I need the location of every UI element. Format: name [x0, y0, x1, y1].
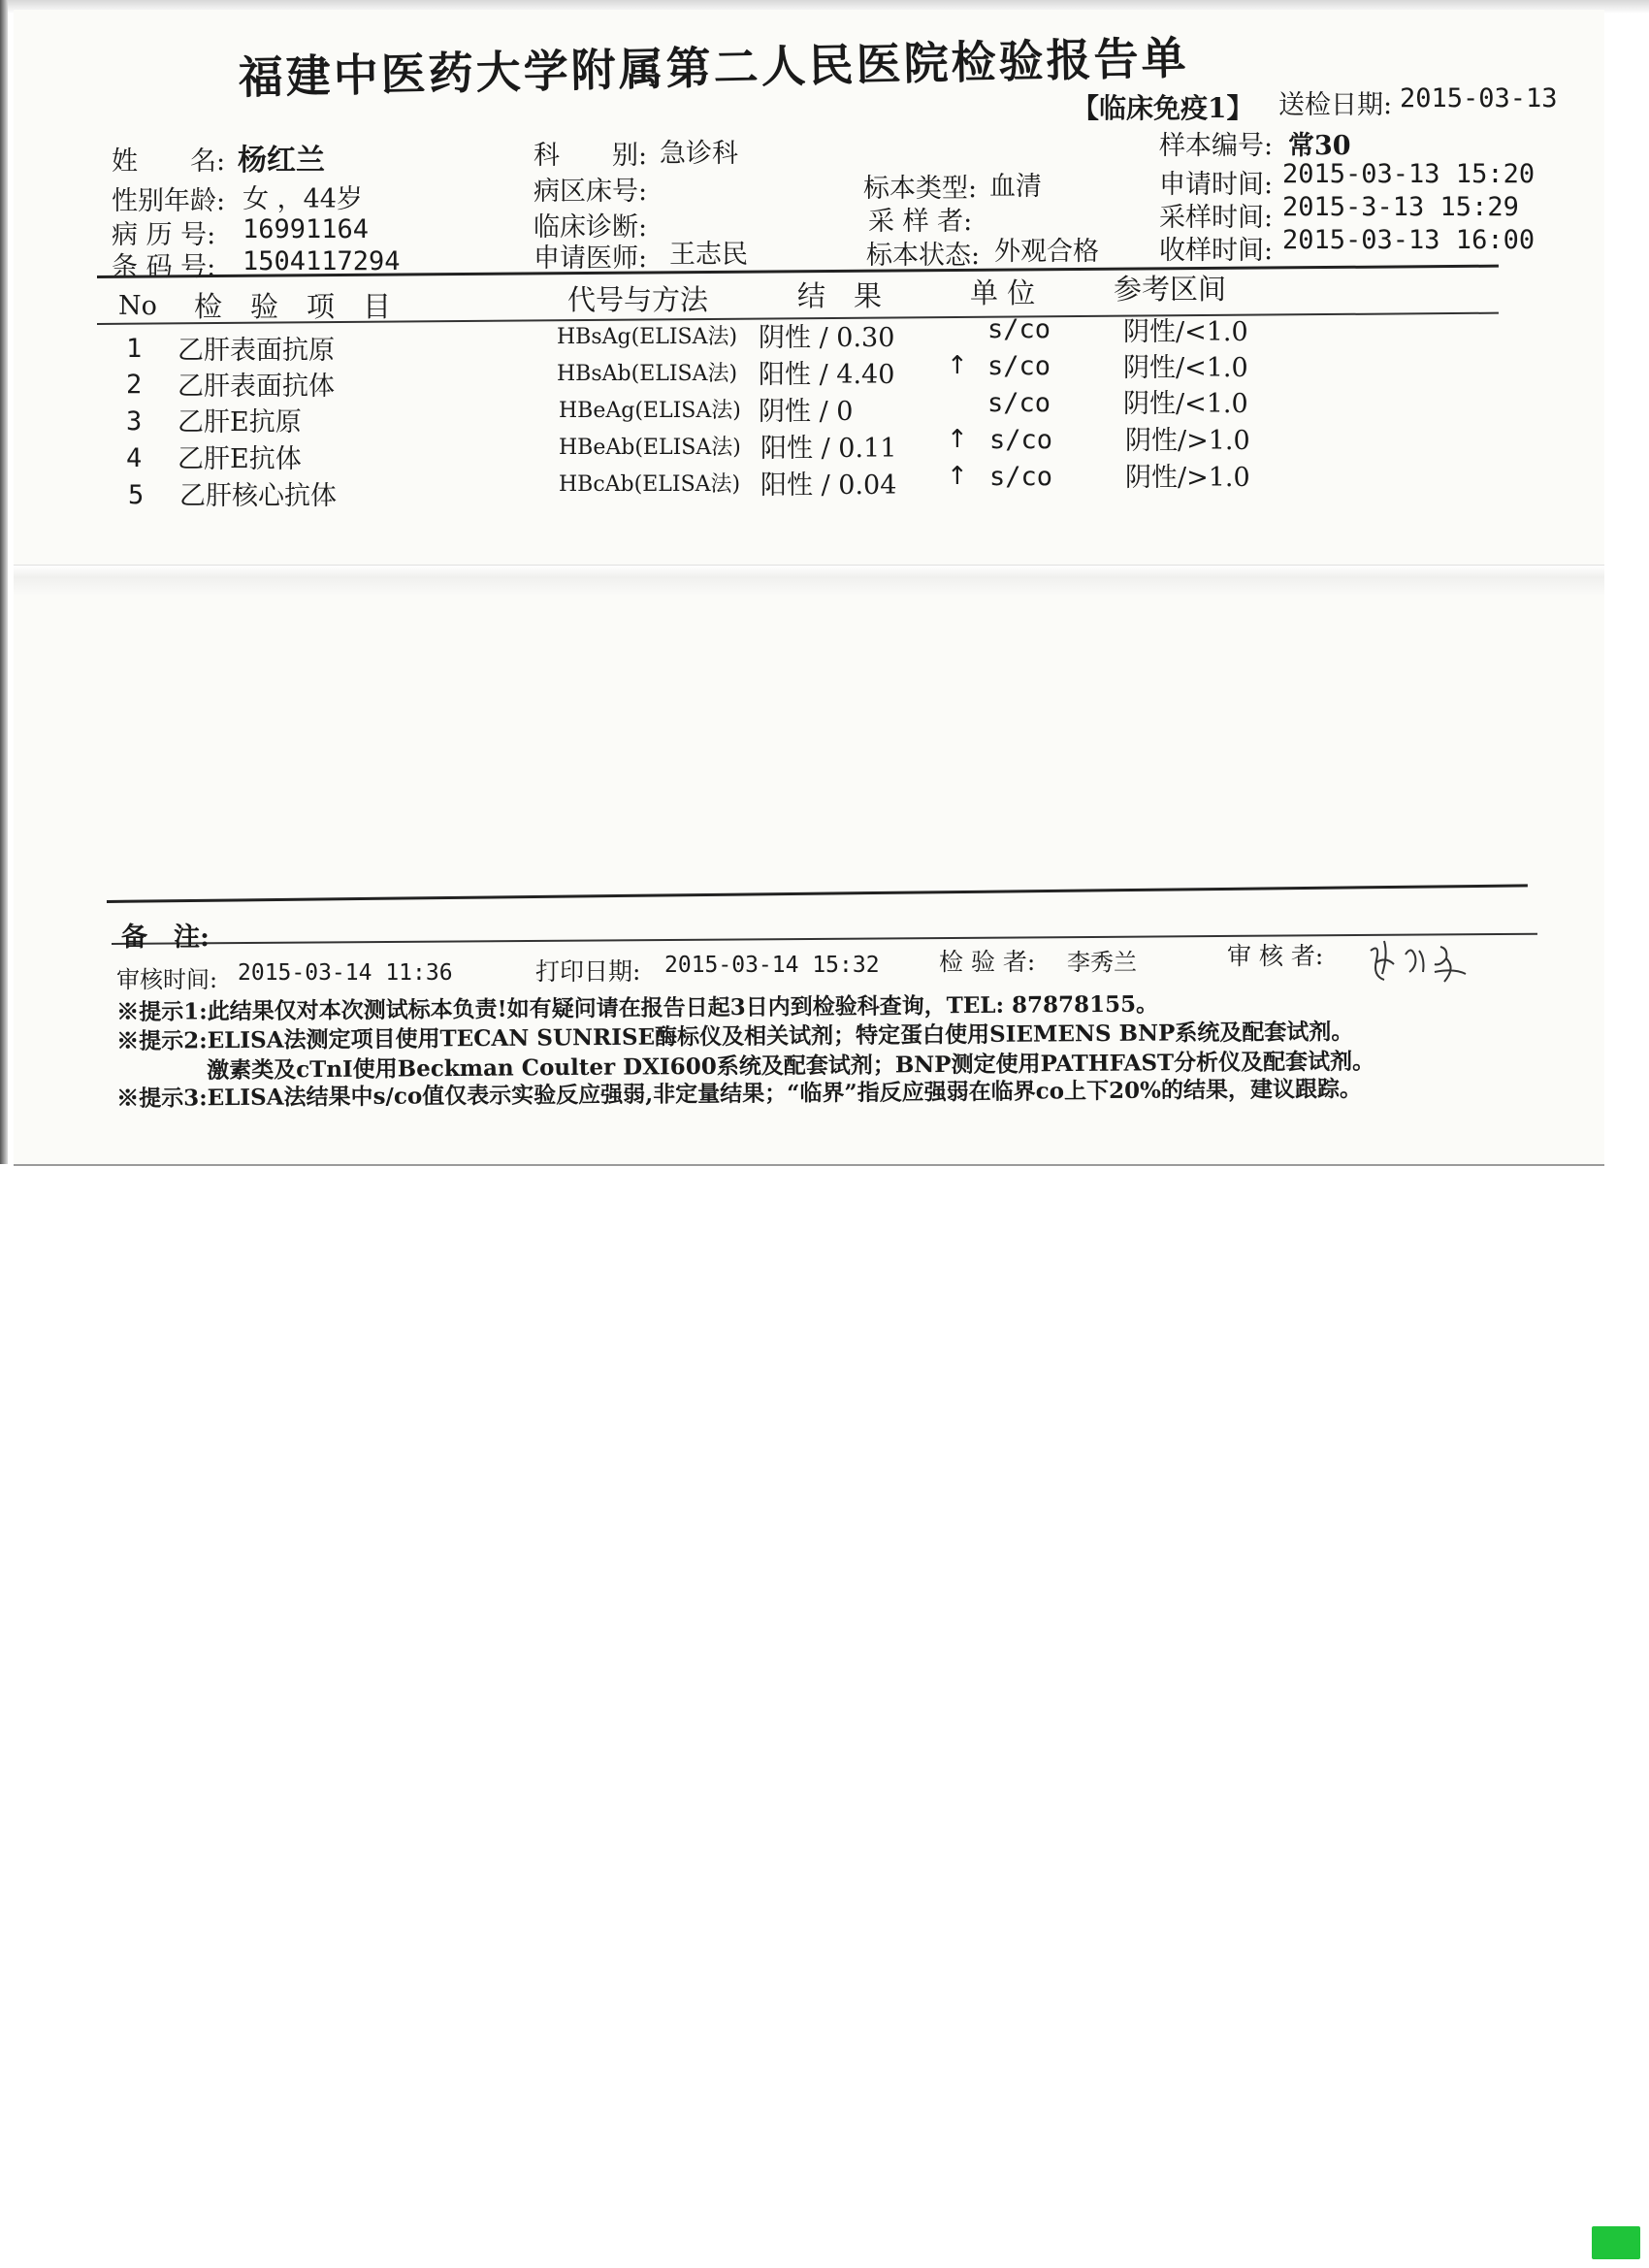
row-result: 阴性 / 0.30: [759, 323, 895, 353]
review-time-label: 审核时间:: [116, 966, 218, 993]
row-result: 阳性 / 0.11: [760, 434, 897, 464]
col-method: 代号与方法: [567, 283, 709, 316]
row-method: HBsAg(ELISA法): [557, 325, 738, 349]
row-flag: ↑: [947, 351, 968, 380]
row-unit: s/co: [989, 425, 1053, 455]
report-category: 【临床免疫1】: [1072, 92, 1254, 124]
print-date-label: 打印日期:: [535, 957, 641, 986]
row-flag: ↑: [947, 425, 968, 454]
receive-time: 2015-03-13 16:00: [1282, 225, 1536, 255]
sex-age-label: 性别年龄:: [112, 186, 226, 216]
apply-time: 2015-03-13 15:20: [1282, 159, 1536, 189]
reviewer-label: 审 核 者:: [1227, 942, 1324, 970]
row-method: HBcAb(ELISA法): [559, 472, 741, 497]
row-reference: 阴性/>1.0: [1125, 426, 1250, 456]
row-unit: s/co: [987, 314, 1051, 344]
collector-label: 采 样 者:: [868, 207, 973, 237]
collect-time-label: 采样时间:: [1159, 203, 1274, 233]
row-no: 1: [126, 334, 143, 364]
row-method: HBeAb(ELISA法): [559, 436, 741, 460]
bed-label: 病区床号:: [534, 177, 648, 207]
row-item: 乙肝表面抗体: [178, 372, 335, 402]
note-1: ※提示1:此结果仅对本次测试标本负责!如有疑问请在报告日起3日内到检验科查询，TEL: 87878155。: [116, 990, 1159, 1025]
sample-no: 常30: [1288, 131, 1351, 161]
specimen-type-label: 标本类型:: [863, 174, 978, 204]
print-date: 2015-03-14 15:32: [664, 953, 880, 978]
row-unit: s/co: [987, 351, 1051, 381]
receive-time-label: 收样时间:: [1159, 236, 1274, 266]
sample-no-label: 样本编号:: [1159, 131, 1274, 161]
row-reference: 阴性/<1.0: [1123, 389, 1248, 419]
col-item: 检 验 项 目: [194, 290, 392, 323]
row-method: HBeAg(ELISA法): [559, 399, 741, 423]
row-reference: 阴性/<1.0: [1123, 353, 1248, 383]
paper-fold: [14, 565, 1604, 595]
specimen-type: 血清: [989, 172, 1042, 202]
apply-time-label: 申请时间:: [1159, 170, 1274, 200]
row-result: 阳性 / 4.40: [759, 360, 895, 390]
row-no: 5: [128, 480, 145, 510]
barcode-number: 1504117294: [242, 246, 401, 276]
row-flag: ↑: [947, 462, 968, 491]
doctor-label: 申请医师:: [534, 243, 648, 274]
row-no: 2: [126, 370, 143, 400]
col-result: 结 果: [797, 279, 883, 312]
row-method: HBsAb(ELISA法): [557, 362, 738, 386]
note-3: ※提示3:ELISA法结果中s/co值仅表示实验反应强弱,非定量结果；“临界”指反应强弱在临界co上下20%的结果，建议跟踪。: [116, 1075, 1362, 1112]
col-unit: 单 位: [970, 276, 1036, 309]
row-no: 4: [126, 443, 143, 473]
specimen-status: 外观合格: [994, 237, 1099, 267]
dept-label: 科 别:: [534, 141, 648, 171]
row-reference: 阴性/>1.0: [1125, 463, 1250, 493]
tester-name: 李秀兰: [1067, 949, 1137, 976]
report-title: 福建中医药大学附属第二人民医院检验报告单: [238, 31, 1190, 104]
specimen-status-label: 标本状态:: [866, 241, 981, 271]
row-item: 乙肝E抗体: [178, 444, 302, 474]
row-item: 乙肝核心抗体: [179, 481, 337, 511]
row-result: 阴性 / 0: [759, 397, 854, 427]
send-date-label: 送检日期:: [1278, 90, 1393, 120]
row-reference: 阴性/<1.0: [1123, 317, 1248, 347]
row-item: 乙肝E抗原: [178, 407, 302, 437]
send-date: 2015-03-13: [1400, 83, 1558, 113]
row-unit: s/co: [989, 462, 1053, 492]
row-unit: s/co: [987, 388, 1051, 418]
corner-watermark-badge: [1592, 2226, 1640, 2259]
paper-left-edge: [0, 0, 8, 1164]
diagnosis-label: 临床诊断:: [534, 212, 648, 243]
barcode-label: 条 码 号:: [112, 252, 216, 282]
name-label: 姓 名:: [112, 146, 226, 177]
note-2-continued: 激素类及cTnI使用Beckman Coulter DXI600系统及配套试剂；BNP测定使用PATHFAST分析仪及配套试剂。: [207, 1048, 1375, 1084]
row-no: 3: [126, 406, 143, 437]
remark-label: 备 注:: [121, 923, 210, 953]
note-2: ※提示2:ELISA法测定项目使用TECAN SUNRISE酶标仪及相关试剂；特定蛋白使用SIEMENS BNP系统及配套试剂。: [116, 1018, 1354, 1054]
row-result: 阳性 / 0.04: [760, 470, 897, 501]
review-time: 2015-03-14 11:36: [238, 960, 453, 986]
collect-time: 2015-3-13 15:29: [1282, 192, 1519, 222]
col-no: No: [118, 291, 157, 321]
record-label: 病 历 号:: [112, 220, 216, 250]
row-item: 乙肝表面抗原: [178, 336, 335, 366]
tester-label: 检 验 者:: [939, 948, 1036, 976]
col-reference: 参考区间: [1114, 273, 1227, 306]
record-number: 16991164: [242, 214, 370, 244]
reviewer-signature: [1363, 933, 1479, 991]
sex-age: 女 ，44岁: [242, 184, 363, 214]
doctor-name: 王志民: [669, 240, 748, 270]
dept: 急诊科: [660, 139, 738, 169]
patient-name: 杨红兰: [238, 144, 325, 178]
